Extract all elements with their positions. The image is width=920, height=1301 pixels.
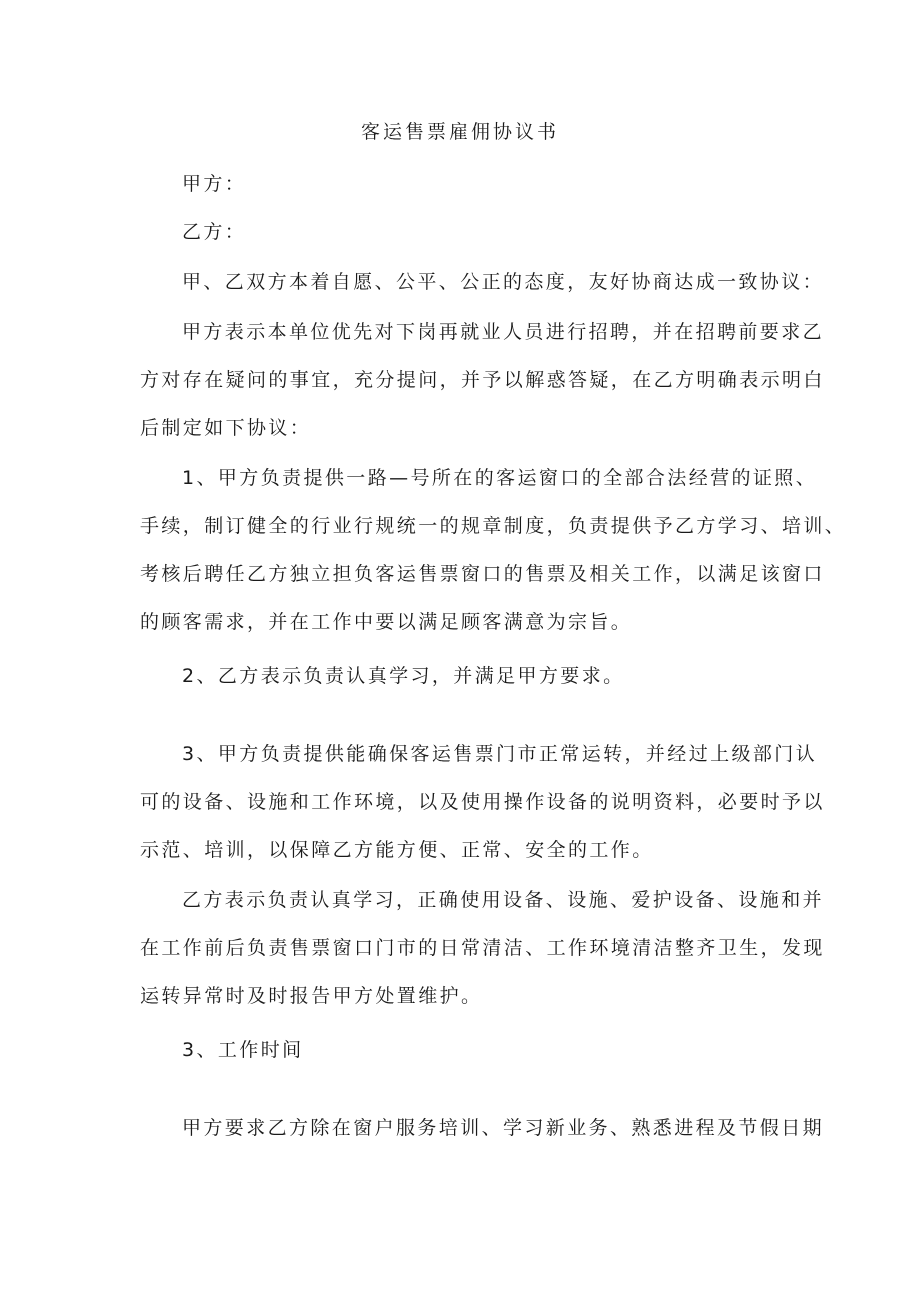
clause-3-line: 可的设备、设施和工作环境，以及使用操作设备的说明资料，必要时予以 xyxy=(140,791,825,813)
intro-paragraph-line: 甲、乙双方本着自愿、公平、公正的态度，友好协商达成一致协议： xyxy=(182,271,825,293)
party-b-duty-line: 在工作前后负责售票窗口门市的日常清洁、工作环境清洁整齐卫生，发现 xyxy=(140,937,825,959)
section-heading-work-hours: 3、工作时间 xyxy=(182,1039,304,1061)
document-title: 客运售票雇佣协议书 xyxy=(360,121,559,143)
clause-1-line: 手续，制订健全的行业行规统一的规章制度，负责提供予乙方学习、培训、 xyxy=(140,515,847,537)
clause-3-line: 3、甲方负责提供能确保客运售票门市正常运转，并经过上级部门认 xyxy=(182,743,818,765)
clause-1-line: 考核后聘任乙方独立担负客运售票窗口的售票及相关工作，以满足该窗口 xyxy=(140,563,825,585)
party-b-duty-line: 乙方表示负责认真学习，正确使用设备、设施、爱护设备、设施和并 xyxy=(182,889,825,911)
recruitment-paragraph-line: 甲方表示本单位优先对下岗再就业人员进行招聘，并在招聘前要求乙 xyxy=(182,321,825,343)
recruitment-paragraph-line: 后制定如下协议： xyxy=(140,417,312,439)
party-a-label: 甲方： xyxy=(182,173,247,195)
clause-2-line: 2、乙方表示负责认真学习，并满足甲方要求。 xyxy=(182,665,625,687)
party-b-label: 乙方： xyxy=(182,221,247,243)
clause-3-line: 示范、培训，以保障乙方能方便、正常、安全的工作。 xyxy=(140,839,654,861)
clause-1-line: 1、甲方负责提供一路—号所在的客运窗口的全部合法经营的证照、 xyxy=(182,467,818,489)
recruitment-paragraph-line: 方对存在疑问的事宜，充分提问，并予以解惑答疑，在乙方明确表示明白 xyxy=(140,369,825,391)
clause-1-line: 的顾客需求，并在工作中要以满足顾客满意为宗旨。 xyxy=(140,611,633,633)
work-hours-paragraph-line: 甲方要求乙方除在窗户服务培训、学习新业务、熟悉进程及节假日期 xyxy=(182,1117,825,1139)
party-b-duty-line: 运转异常时及时报告甲方处置维护。 xyxy=(140,985,483,1007)
